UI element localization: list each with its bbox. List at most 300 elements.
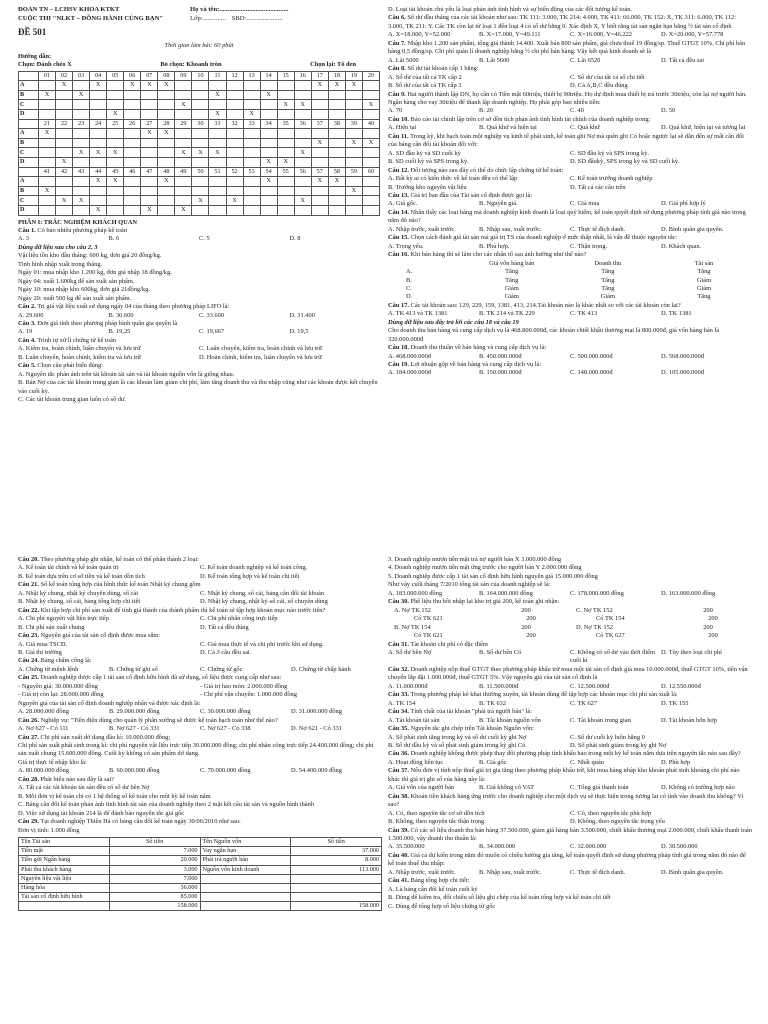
grid-answer-cell[interactable] [243, 157, 260, 167]
grid-answer-cell[interactable] [362, 148, 379, 158]
answer-option[interactable]: A. 70 [388, 107, 403, 115]
answer-option[interactable]: A. 35.500.000 [388, 843, 425, 851]
grid-answer-cell[interactable] [328, 157, 345, 167]
answer-option[interactable]: A. Nhập trước, xuất trước. [388, 868, 456, 876]
answer-option[interactable]: B. Kế toán dựa trên cơ sở tiền và kế toán dồn tích [18, 572, 145, 580]
answer-option[interactable]: A. 184.000.000đ [388, 369, 431, 377]
grid-answer-cell[interactable] [175, 81, 192, 91]
grid-answer-cell[interactable] [345, 196, 362, 206]
grid-answer-cell[interactable]: X [294, 148, 311, 158]
answer-option[interactable]: A. X=18.000, Y=52.000 [388, 31, 451, 39]
grid-answer-cell[interactable] [141, 110, 158, 120]
grid-answer-cell[interactable]: X [158, 129, 175, 139]
grid-answer-cell[interactable]: X [362, 138, 379, 148]
answer-option[interactable]: A. 29.600 [18, 311, 44, 319]
grid-answer-cell[interactable] [141, 196, 158, 206]
grid-answer-cell[interactable] [90, 196, 107, 206]
grid-answer-cell[interactable] [73, 186, 90, 196]
grid-answer-cell[interactable] [56, 138, 73, 148]
grid-answer-cell[interactable] [328, 129, 345, 139]
grid-answer-cell[interactable] [141, 177, 158, 187]
grid-answer-cell[interactable] [294, 138, 311, 148]
answer-option[interactable]: C. 30.000.000 đồng [200, 708, 251, 716]
grid-answer-cell[interactable] [311, 205, 328, 215]
grid-answer-cell[interactable] [226, 129, 243, 139]
answer-option[interactable]: A. Có, theo nguyên tắc cơ sở dồn tích [388, 809, 485, 817]
grid-answer-cell[interactable]: X [90, 177, 107, 187]
answer-option[interactable]: D. TK 1381 [661, 310, 692, 318]
grid-answer-cell[interactable] [277, 148, 294, 158]
grid-answer-cell[interactable]: X [260, 177, 277, 187]
sbd-field[interactable]: SBD:...................... [231, 14, 283, 22]
grid-answer-cell[interactable] [124, 138, 141, 148]
answer-option[interactable]: B. Nhập sau, xuất trước. [479, 868, 542, 876]
grid-answer-cell[interactable] [260, 205, 277, 215]
grid-answer-cell[interactable] [328, 205, 345, 215]
answer-option[interactable]: A. Số dư bên Nợ [388, 648, 432, 656]
answer-option[interactable]: C. TK 413 [570, 310, 598, 318]
grid-answer-cell[interactable] [175, 157, 192, 167]
answer-option[interactable]: B. Luân chuyển, hoàn chỉnh, kiểm tra và lưu trữ [18, 353, 141, 361]
grid-answer-cell[interactable] [277, 90, 294, 100]
answer-option[interactable]: B. 30.600 [108, 311, 134, 319]
answer-option[interactable]: D. Cả 3 câu đều sai. [200, 648, 252, 656]
grid-answer-cell[interactable] [192, 90, 209, 100]
grid-answer-cell[interactable]: X [73, 90, 90, 100]
grid-answer-cell[interactable] [56, 186, 73, 196]
answer-option[interactable]: A. Chi phí nguyên vật liệu trực tiếp [18, 615, 109, 623]
grid-answer-cell[interactable] [345, 110, 362, 120]
answer-option[interactable]: B. 19,25 [108, 328, 131, 336]
grid-answer-cell[interactable] [209, 205, 226, 215]
grid-answer-cell[interactable] [345, 205, 362, 215]
answer-option[interactable]: C. Kế toán trưởng doanh nghiệp [570, 175, 653, 183]
answer-option[interactable]: B. 29.000.000 đồng [109, 708, 160, 716]
answer-option[interactable]: D. Cả A,B,C đều đúng [570, 82, 628, 90]
answer-option[interactable]: D. TK 155 [661, 699, 689, 707]
class-field[interactable]: Lớp:.............. [190, 14, 226, 22]
answer-option[interactable]: A. 80.000.000 đồng [18, 767, 69, 775]
grid-answer-cell[interactable] [294, 205, 311, 215]
grid-answer-cell[interactable] [192, 157, 209, 167]
answer-option[interactable]: B. Lãi 5600 [479, 56, 510, 64]
answer-option[interactable]: A. Nhật ký chung, nhật ký chuyên dùng, sổ cái [18, 589, 138, 597]
grid-answer-cell[interactable] [345, 177, 362, 187]
grid-answer-cell[interactable] [175, 110, 192, 120]
grid-answer-cell[interactable]: X [311, 81, 328, 91]
answer-option[interactable]: D. 54.400.000 đồng [291, 767, 342, 775]
journal-entry-row[interactable] [388, 624, 752, 632]
answer-option[interactable]: A. Hoạt động liên tục [388, 758, 444, 766]
answer-option[interactable]: D. Nhật ký chung, nhật ký-sổ cái, sổ chuyên dùng [200, 598, 328, 606]
grid-answer-cell[interactable] [158, 205, 175, 215]
answer-option[interactable]: D. X=20.000, Y=57.778 [661, 31, 724, 39]
answer-option[interactable]: A. Giá vốn của người bán [388, 784, 455, 792]
grid-answer-cell[interactable] [107, 186, 124, 196]
answer-option[interactable]: A. 19 [18, 328, 33, 336]
grid-answer-cell[interactable] [226, 157, 243, 167]
answer-option[interactable]: A. Kế toán tài chính và kế toán quản trị [18, 564, 119, 572]
answer-option[interactable]: D. 163.000.000 đồng [661, 589, 716, 597]
grid-answer-cell[interactable] [260, 186, 277, 196]
answer-option[interactable]: C. 32.000.000 [570, 843, 607, 851]
grid-answer-cell[interactable] [124, 157, 141, 167]
answer-option[interactable]: C. Lãi 6520 [570, 56, 601, 64]
grid-answer-cell[interactable] [107, 90, 124, 100]
grid-answer-cell[interactable]: X [56, 196, 73, 206]
answer-option[interactable]: D. 50 [661, 107, 676, 115]
grid-answer-cell[interactable]: X [73, 196, 90, 206]
answer-option[interactable]: B. 164.000.000 đồng [479, 589, 533, 597]
grid-answer-cell[interactable]: X [175, 100, 192, 110]
grid-answer-cell[interactable] [311, 110, 328, 120]
grid-answer-cell[interactable] [362, 196, 379, 206]
answer-option[interactable]: D. Tùy theo loại chi phí [661, 648, 722, 656]
grid-answer-cell[interactable]: X [260, 90, 277, 100]
answer-option[interactable]: B. Số dư bên Có [479, 648, 522, 656]
grid-answer-cell[interactable]: X [192, 148, 209, 158]
answer-option[interactable]: B. TK 214 và TK 229 [479, 310, 535, 318]
grid-answer-cell[interactable] [90, 100, 107, 110]
grid-answer-cell[interactable] [56, 148, 73, 158]
answer-option[interactable]: A. 11.000.000đ [388, 682, 428, 690]
grid-answer-cell[interactable] [345, 100, 362, 110]
grid-answer-cell[interactable] [56, 177, 73, 187]
answer-option[interactable]: C. Giá mua [570, 200, 600, 208]
answer-option[interactable]: D. 31.400 [289, 311, 315, 319]
grid-answer-cell[interactable] [73, 205, 90, 215]
answer-option[interactable]: C. 178.000.000 đồng [570, 589, 624, 597]
grid-answer-cell[interactable] [345, 148, 362, 158]
grid-answer-cell[interactable] [124, 100, 141, 110]
grid-answer-cell[interactable] [39, 196, 56, 206]
grid-answer-cell[interactable] [175, 129, 192, 139]
grid-answer-cell[interactable] [124, 196, 141, 206]
answer-option[interactable]: C. Tổng giá thanh toán [570, 784, 629, 792]
grid-answer-cell[interactable]: X [90, 81, 107, 91]
grid-answer-cell[interactable] [226, 90, 243, 100]
grid-answer-cell[interactable] [124, 148, 141, 158]
grid-answer-cell[interactable] [209, 129, 226, 139]
answer-option[interactable]: B. Giá thị trường [18, 648, 62, 656]
answer-option[interactable]: B. Quá khứ và hiện tại [479, 124, 537, 132]
answer-option[interactable]: C. X=16.000, Y=46.222 [570, 31, 633, 39]
answer-option[interactable]: C. Thực tế đích danh. [570, 225, 626, 233]
grid-answer-cell[interactable] [90, 129, 107, 139]
answer-option[interactable]: B. Giá gốc [479, 758, 507, 766]
grid-answer-cell[interactable]: X [56, 157, 73, 167]
grid-answer-cell[interactable] [277, 81, 294, 91]
answer-option[interactable]: C. Nhật ký chung, sổ cái, bảng cân đối tài khoản [200, 589, 325, 597]
answer-option[interactable]: D. Quá khứ, hiện tại và tương lai [661, 124, 746, 132]
answer-option[interactable]: C. TK 627 [570, 699, 598, 707]
grid-answer-cell[interactable] [209, 196, 226, 206]
grid-answer-cell[interactable] [107, 138, 124, 148]
grid-answer-cell[interactable] [362, 157, 379, 167]
grid-answer-cell[interactable] [243, 138, 260, 148]
grid-answer-cell[interactable] [362, 129, 379, 139]
answer-option[interactable]: D. 8 [289, 235, 301, 243]
grid-answer-cell[interactable]: X [73, 148, 90, 158]
grid-answer-cell[interactable] [311, 100, 328, 110]
grid-answer-cell[interactable]: X [90, 148, 107, 158]
answer-option[interactable]: C. 40 [570, 107, 584, 115]
grid-answer-cell[interactable]: X [158, 81, 175, 91]
answer-option[interactable]: C. 12.500.000đ [570, 682, 610, 690]
answer-option[interactable]: C. SD đầu kỳ và SPS trong kỳ. [570, 149, 650, 157]
grid-answer-cell[interactable]: X [345, 138, 362, 148]
answer-option[interactable]: D. 568.000.000đ [661, 352, 704, 360]
answer-option[interactable]: A. SD đầu kỳ và SD cuối kỳ [388, 149, 461, 157]
grid-answer-cell[interactable]: X [107, 148, 124, 158]
answer-option[interactable]: C. Chi phí nhân công trực tiếp [200, 615, 278, 623]
grid-answer-cell[interactable] [90, 138, 107, 148]
grid-answer-cell[interactable] [311, 129, 328, 139]
answer-option[interactable]: D. Tài khoản hỗn hợp [661, 716, 717, 724]
grid-answer-cell[interactable] [158, 196, 175, 206]
answer-option[interactable]: C. Số dư của tất cả số chi tiết [570, 73, 645, 81]
grid-answer-cell[interactable] [192, 177, 209, 187]
grid-answer-cell[interactable] [226, 177, 243, 187]
grid-answer-cell[interactable]: X [294, 196, 311, 206]
answer-option[interactable]: C. Thận trọng. [570, 242, 608, 250]
grid-answer-cell[interactable] [260, 148, 277, 158]
grid-answer-cell[interactable] [362, 205, 379, 215]
grid-answer-cell[interactable] [175, 196, 192, 206]
grid-answer-cell[interactable]: X [141, 129, 158, 139]
grid-answer-cell[interactable] [141, 138, 158, 148]
answer-option[interactable]: A. Tài khoản tài sản [388, 716, 440, 724]
answer-option[interactable]: A. Bất kỳ ai có kiến thức về kế toán đều có thể lập [388, 175, 518, 183]
answer-option[interactable]: A. TK 413 và TK 1381 [388, 310, 448, 318]
grid-answer-cell[interactable]: X [107, 177, 124, 187]
answer-option[interactable]: B. 450.000.000đ [479, 352, 522, 360]
grid-answer-cell[interactable] [56, 90, 73, 100]
answer-option[interactable]: A. 28.000.000 đồng [18, 708, 69, 716]
grid-answer-cell[interactable]: X [209, 90, 226, 100]
grid-answer-cell[interactable] [209, 157, 226, 167]
grid-answer-cell[interactable] [328, 100, 345, 110]
grid-answer-cell[interactable]: X [243, 110, 260, 120]
grid-answer-cell[interactable] [345, 129, 362, 139]
grid-answer-cell[interactable]: X [39, 186, 56, 196]
answer-option[interactable]: D. Hoàn chỉnh, kiểm tra, luân chuyển và lưu trữ [199, 353, 322, 361]
grid-answer-cell[interactable] [311, 148, 328, 158]
grid-answer-cell[interactable] [39, 100, 56, 110]
grid-answer-cell[interactable] [158, 100, 175, 110]
grid-answer-cell[interactable] [294, 177, 311, 187]
grid-answer-cell[interactable] [243, 205, 260, 215]
grid-answer-cell[interactable] [328, 148, 345, 158]
grid-answer-cell[interactable] [175, 138, 192, 148]
grid-answer-cell[interactable] [243, 148, 260, 158]
answer-option[interactable]: A. Chứng từ mệnh lệnh [18, 665, 79, 673]
grid-answer-cell[interactable] [328, 110, 345, 120]
grid-answer-cell[interactable] [39, 148, 56, 158]
grid-answer-cell[interactable] [209, 138, 226, 148]
answer-option[interactable]: D. 12.550.000đ [661, 682, 701, 690]
answer-option[interactable]: D. Không có trường hợp nào [661, 784, 735, 792]
grid-answer-cell[interactable] [277, 196, 294, 206]
grid-answer-cell[interactable] [124, 177, 141, 187]
grid-answer-cell[interactable]: X [260, 157, 277, 167]
answer-option[interactable]: D. 105.000.000đ [661, 369, 704, 377]
answer-option[interactable]: C. 70.000.000 đồng [200, 767, 251, 775]
grid-answer-cell[interactable] [362, 110, 379, 120]
grid-answer-cell[interactable] [192, 110, 209, 120]
answer-option[interactable]: A. Số dư của tất cả TK cấp 2 [388, 73, 462, 81]
grid-answer-cell[interactable] [277, 138, 294, 148]
answer-option[interactable]: C. 148.000.000đ [570, 369, 613, 377]
grid-answer-cell[interactable] [175, 177, 192, 187]
grid-answer-cell[interactable] [175, 90, 192, 100]
answer-option[interactable]: C. Luân chuyển, kiểm tra, hoàn chỉnh và lưu trữ [199, 345, 322, 353]
answer-option[interactable]: C. Nợ 627 - Có 338 [200, 725, 251, 733]
grid-answer-cell[interactable] [260, 110, 277, 120]
answer-option[interactable]: D. Số phát sinh giảm trong kỳ ghi Nợ [570, 741, 667, 749]
grid-answer-cell[interactable]: X [56, 81, 73, 91]
grid-answer-cell[interactable] [107, 100, 124, 110]
answer-option[interactable]: B. SD cuối kỳ và SPS trong kỳ. [388, 158, 469, 166]
grid-answer-cell[interactable] [192, 100, 209, 110]
grid-answer-cell[interactable]: X [277, 100, 294, 110]
grid-answer-cell[interactable]: X [311, 138, 328, 148]
grid-answer-cell[interactable]: X [294, 100, 311, 110]
answer-option[interactable]: C. Không có số dư vào thời điểm cuối kì [570, 648, 655, 665]
grid-answer-cell[interactable]: X [107, 110, 124, 120]
grid-answer-cell[interactable] [192, 186, 209, 196]
grid-answer-cell[interactable]: X [90, 205, 107, 215]
grid-answer-cell[interactable] [107, 157, 124, 167]
answer-option[interactable]: C. Tài khoản trung gian [570, 716, 631, 724]
effect-table-row[interactable] [388, 293, 752, 301]
grid-answer-cell[interactable] [311, 157, 328, 167]
grid-answer-cell[interactable] [226, 148, 243, 158]
grid-answer-cell[interactable] [90, 186, 107, 196]
effect-table-row[interactable] [388, 285, 752, 293]
answer-option[interactable]: A. 183.000.000 đồng [388, 589, 443, 597]
grid-answer-cell[interactable] [243, 196, 260, 206]
answer-option[interactable]: A. Kiểm tra, hoàn chỉnh, luân chuyển và lưu trữ [18, 345, 141, 353]
answer-option[interactable]: A. TK 154 [388, 699, 416, 707]
grid-answer-cell[interactable]: X [158, 177, 175, 187]
grid-answer-cell[interactable] [90, 90, 107, 100]
grid-answer-cell[interactable] [158, 157, 175, 167]
grid-answer-cell[interactable] [73, 100, 90, 110]
grid-answer-cell[interactable] [311, 196, 328, 206]
grid-answer-cell[interactable] [328, 196, 345, 206]
grid-answer-cell[interactable] [345, 90, 362, 100]
grid-answer-cell[interactable] [158, 138, 175, 148]
grid-answer-cell[interactable] [243, 129, 260, 139]
grid-answer-cell[interactable] [277, 186, 294, 196]
grid-answer-cell[interactable] [73, 129, 90, 139]
grid-answer-cell[interactable] [226, 110, 243, 120]
answer-option[interactable]: A. 3 [18, 235, 30, 243]
grid-answer-cell[interactable] [226, 186, 243, 196]
grid-answer-cell[interactable]: X [175, 148, 192, 158]
grid-answer-cell[interactable] [39, 205, 56, 215]
grid-answer-cell[interactable] [260, 100, 277, 110]
grid-answer-cell[interactable] [260, 81, 277, 91]
grid-answer-cell[interactable] [260, 196, 277, 206]
answer-option[interactable]: B. 11.500.000đ [479, 682, 519, 690]
grid-answer-cell[interactable] [243, 186, 260, 196]
answer-option[interactable]: D. 31.000.000 đồng [291, 708, 342, 716]
journal-entry-row[interactable] [388, 607, 752, 615]
grid-answer-cell[interactable] [107, 196, 124, 206]
answer-option[interactable]: C. Chứng từ gốc [200, 665, 243, 673]
grid-answer-cell[interactable] [107, 205, 124, 215]
grid-answer-cell[interactable] [39, 81, 56, 91]
grid-answer-cell[interactable] [158, 90, 175, 100]
grid-answer-cell[interactable]: X [328, 177, 345, 187]
grid-answer-cell[interactable] [107, 129, 124, 139]
answer-option[interactable]: B. X=17.000, Y=49.111 [479, 31, 541, 39]
grid-answer-cell[interactable] [277, 129, 294, 139]
grid-answer-cell[interactable] [277, 177, 294, 187]
effect-table-row[interactable] [388, 277, 752, 285]
answer-option[interactable]: B. Nhập sau, xuất trước. [479, 225, 542, 233]
answer-option[interactable]: D. SD đầukỳ, SPS trong kỳ và SD cuối kỳ. [570, 158, 680, 166]
grid-answer-cell[interactable] [260, 129, 277, 139]
answer-option[interactable]: D. Khách quan. [661, 242, 702, 250]
grid-answer-cell[interactable]: X [192, 196, 209, 206]
grid-answer-cell[interactable] [192, 138, 209, 148]
answer-option[interactable]: B. Giá không có VAT [479, 784, 534, 792]
grid-answer-cell[interactable] [39, 157, 56, 167]
grid-answer-cell[interactable]: X [345, 81, 362, 91]
grid-answer-cell[interactable] [277, 205, 294, 215]
answer-option[interactable]: B. 6 [108, 235, 120, 243]
grid-answer-cell[interactable] [124, 186, 141, 196]
grid-answer-cell[interactable]: X [39, 90, 56, 100]
answer-option[interactable]: D. Tất cả đều sai [661, 56, 705, 64]
grid-answer-cell[interactable] [90, 110, 107, 120]
answer-option[interactable]: C. Số dư cuối kỳ luôn bằng 0 [570, 733, 645, 741]
journal-entry-row[interactable] [388, 632, 752, 640]
grid-answer-cell[interactable] [277, 110, 294, 120]
grid-answer-cell[interactable] [294, 90, 311, 100]
answer-option[interactable]: C. 5 [199, 235, 210, 243]
grid-answer-cell[interactable] [209, 100, 226, 110]
answer-option[interactable]: C. Nhất quán [570, 758, 604, 766]
answer-option[interactable]: C. Thực tế đích danh. [570, 868, 626, 876]
grid-answer-cell[interactable] [141, 90, 158, 100]
grid-answer-cell[interactable] [124, 129, 141, 139]
grid-answer-cell[interactable] [39, 138, 56, 148]
grid-answer-cell[interactable] [192, 81, 209, 91]
answer-option[interactable]: A. Lãi 5000 [388, 56, 419, 64]
answer-option[interactable]: B. 60.000.000 đồng [109, 767, 160, 775]
answer-option[interactable]: - Chi phí vận chuyển: 1.000.000 đồng [200, 691, 297, 699]
grid-answer-cell[interactable] [243, 177, 260, 187]
grid-answer-cell[interactable] [311, 186, 328, 196]
grid-answer-cell[interactable] [311, 90, 328, 100]
answer-option[interactable]: D. Giá phí hợp lý [661, 200, 706, 208]
answer-option[interactable]: A. Nợ 627 - Có 111 [18, 725, 69, 733]
grid-answer-cell[interactable] [73, 157, 90, 167]
answer-option[interactable]: D. Kế toán tổng hợp và kế toán chi tiết [200, 572, 300, 580]
answer-option[interactable]: C. Giá mua thực tế và chi phí trước khi sử dụng. [200, 640, 324, 648]
effect-table-row[interactable] [388, 268, 752, 276]
grid-answer-cell[interactable] [294, 186, 311, 196]
grid-answer-cell[interactable] [243, 81, 260, 91]
answer-option[interactable]: B. Không, theo nguyên tắc thận trọng [388, 818, 485, 826]
answer-option[interactable]: A. Nhập trước, xuất trước. [388, 225, 456, 233]
answer-option[interactable]: D. Bình quân gia quyền. [661, 868, 724, 876]
grid-answer-cell[interactable]: X [141, 81, 158, 91]
